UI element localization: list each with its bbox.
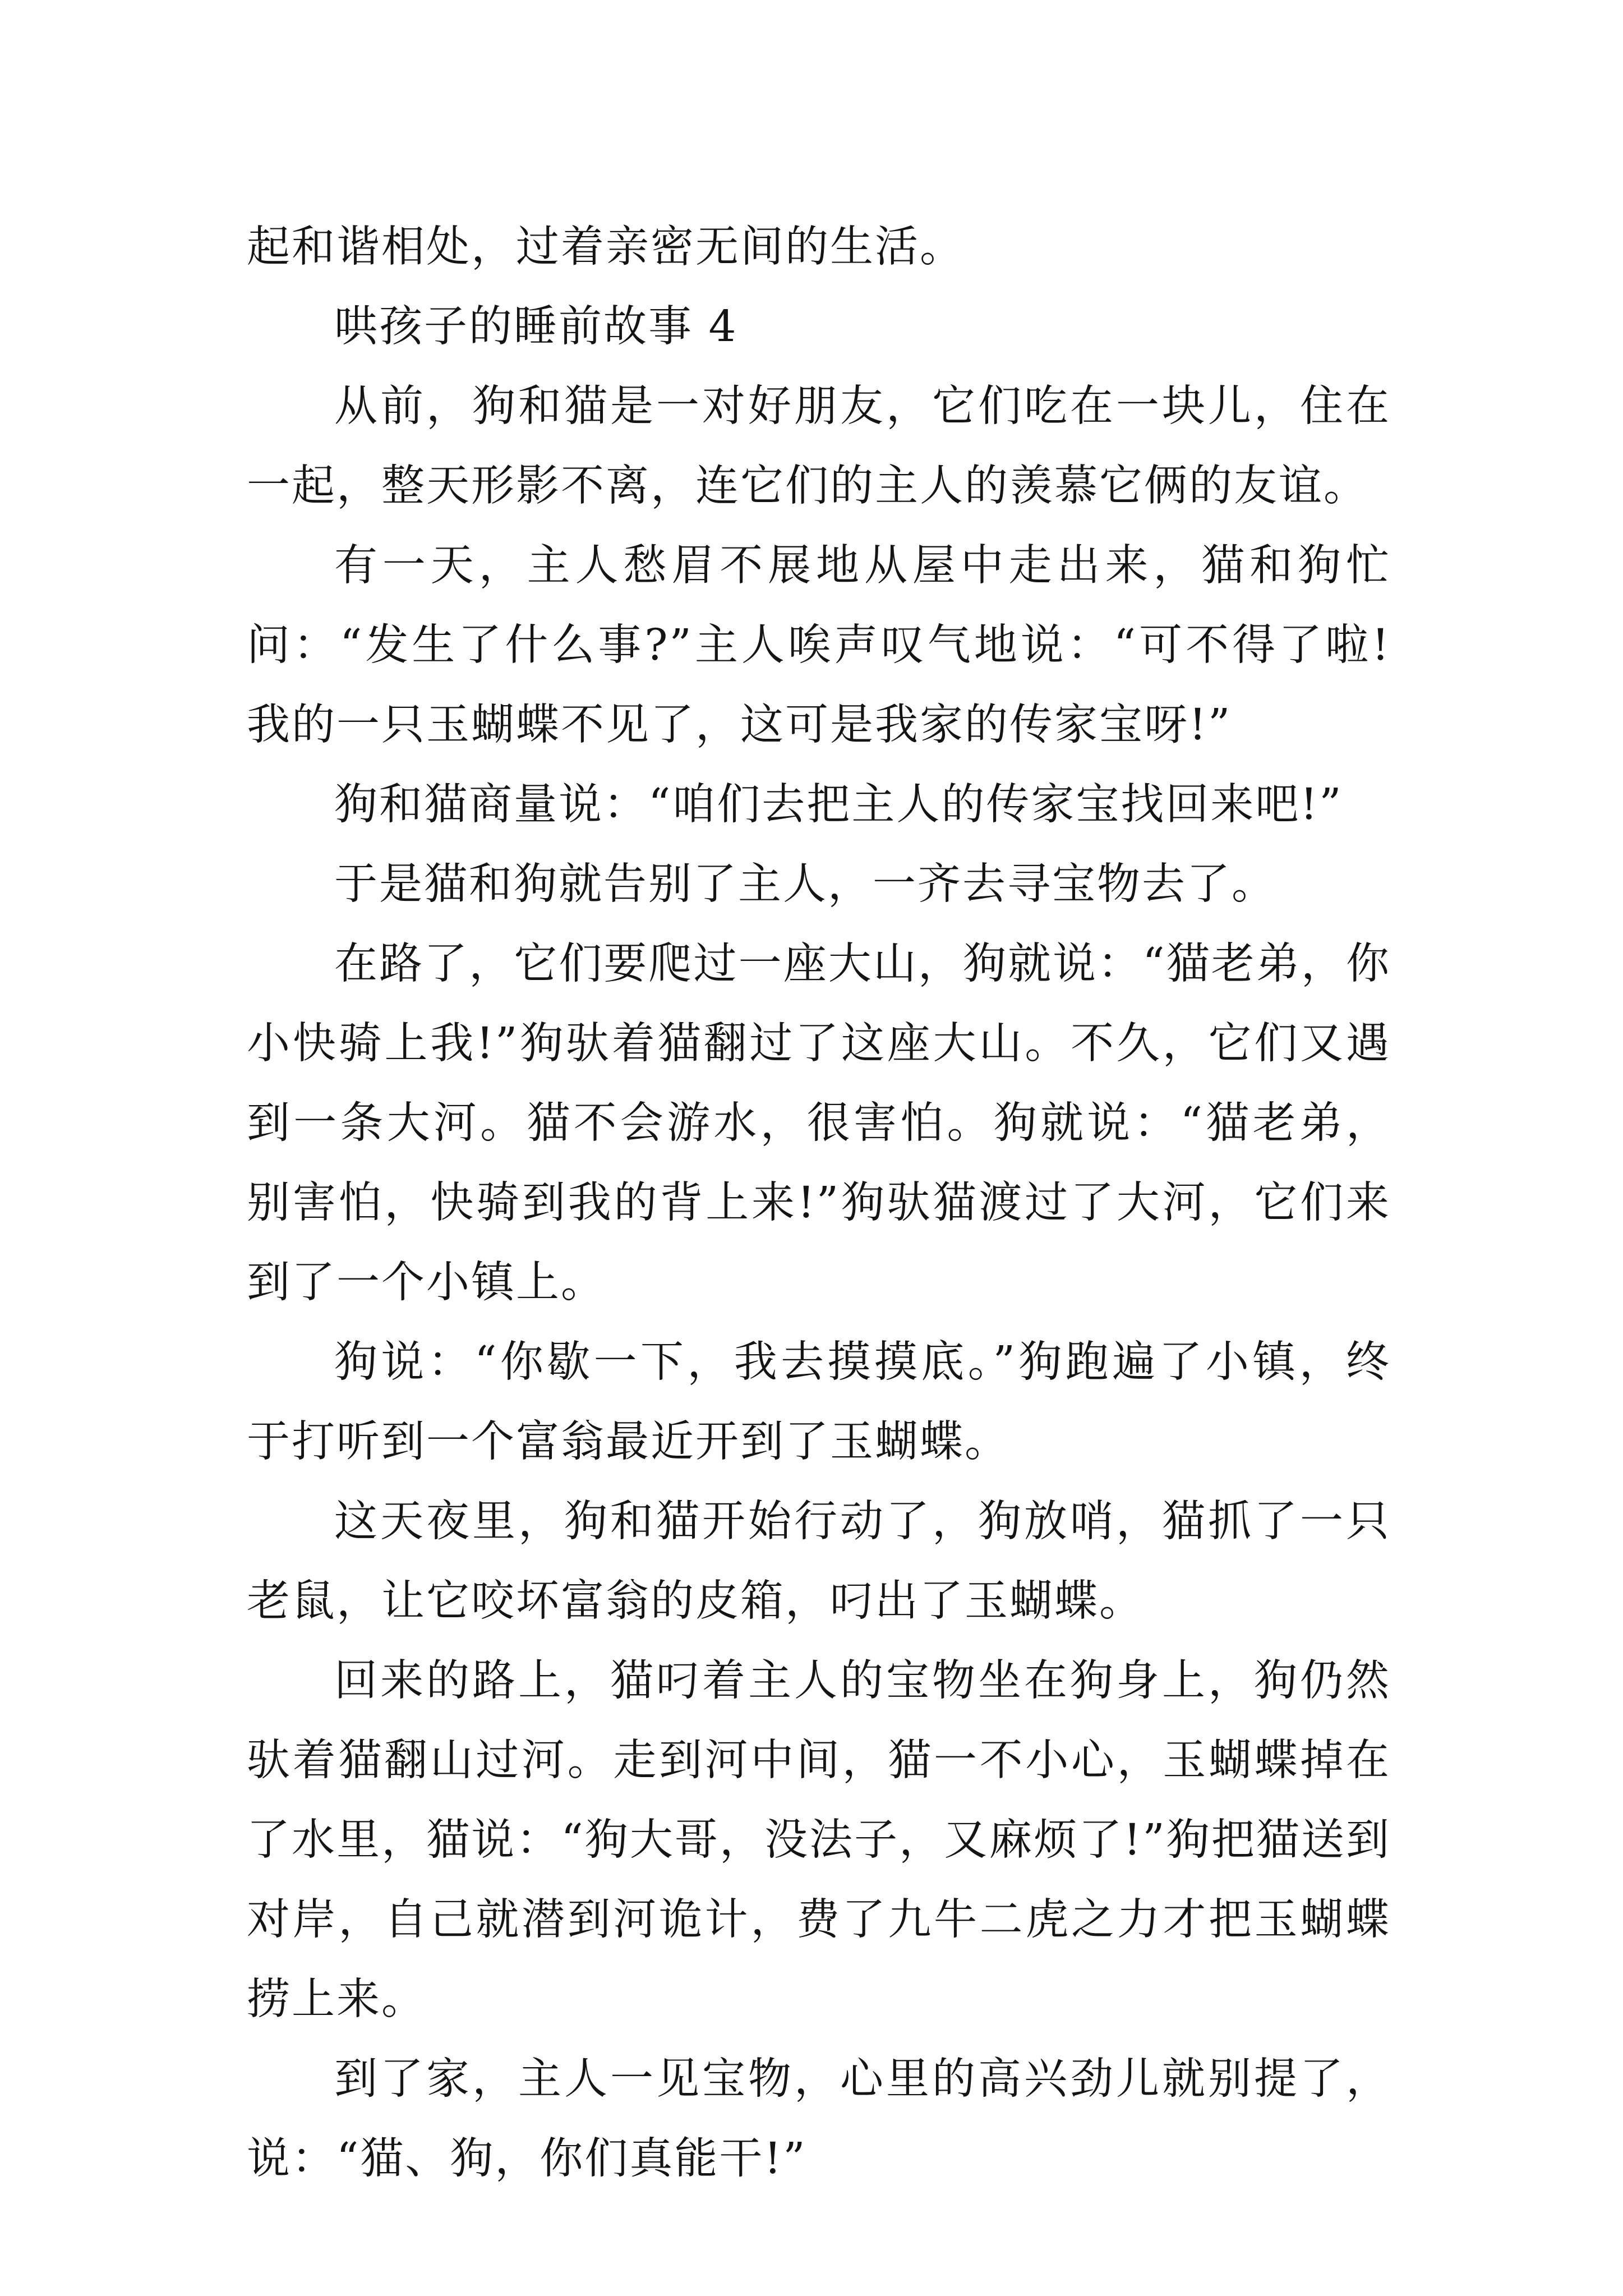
paragraph: 于是猫和狗就告别了主人，一齐去寻宝物去了。 xyxy=(334,859,1276,909)
paragraph: 在路了，它们要爬过一座大山，狗就说：“猫老弟，你小快骑上我!”狗驮着猫翻过了这座大山。不久，它们又遇到一条大河。猫不会游水，很害怕。狗就说：“猫老弟，别害怕，快骑到我的背上来!”狗驮猫渡过了大河，它们来到了一个小镇上。 xyxy=(247,939,1391,1308)
paragraph: 狗和猫商量说：“咱们去把主人的传家宝找回来吧!” xyxy=(334,780,1343,830)
section-heading: 哄孩子的睡前故事 4 xyxy=(334,302,738,352)
paragraph: 从前，狗和猫是一对好朋友，它们吃在一块儿，住在一起，整天形影不离，连它们的主人的羡慕它俩的友谊。 xyxy=(247,381,1391,511)
paragraph: 到了家，主人一见宝物，心里的高兴劲儿就别提了，说：“猫、狗，你们真能干!” xyxy=(247,2054,1391,2184)
document-page xyxy=(247,208,1391,2199)
paragraph: 有一天，主人愁眉不展地从屋中走出来，猫和狗忙问：“发生了什么事?”主人唉声叹气地说：“可不得了啦!我的一只玉蝴蝶不见了，这可是我家的传家宝呀!” xyxy=(247,541,1391,750)
paragraph-continuation: 起和谐相处，过着亲密无间的生活。 xyxy=(247,222,965,272)
paragraph: 这天夜里，狗和猫开始行动了，狗放哨，猫抓了一只老鼠，让它咬坏富翁的皮箱，叼出了玉蝴蝶。 xyxy=(247,1497,1391,1626)
paragraph: 回来的路上，猫叼着主人的宝物坐在狗身上，狗仍然驮着猫翻山过河。走到河中间，猫一不小心，玉蝴蝶掉在了水里，猫说：“狗大哥，没法子，又麻烦了!”狗把猫送到对岸，自己就潜到河诡计，费了九牛二虎之力才把玉蝴蝶捞上来。 xyxy=(247,1656,1391,2024)
paragraph: 狗说：“你歇一下，我去摸摸底。”狗跑遍了小镇，终于打听到一个富翁最近开到了玉蝴蝶。 xyxy=(247,1337,1391,1467)
